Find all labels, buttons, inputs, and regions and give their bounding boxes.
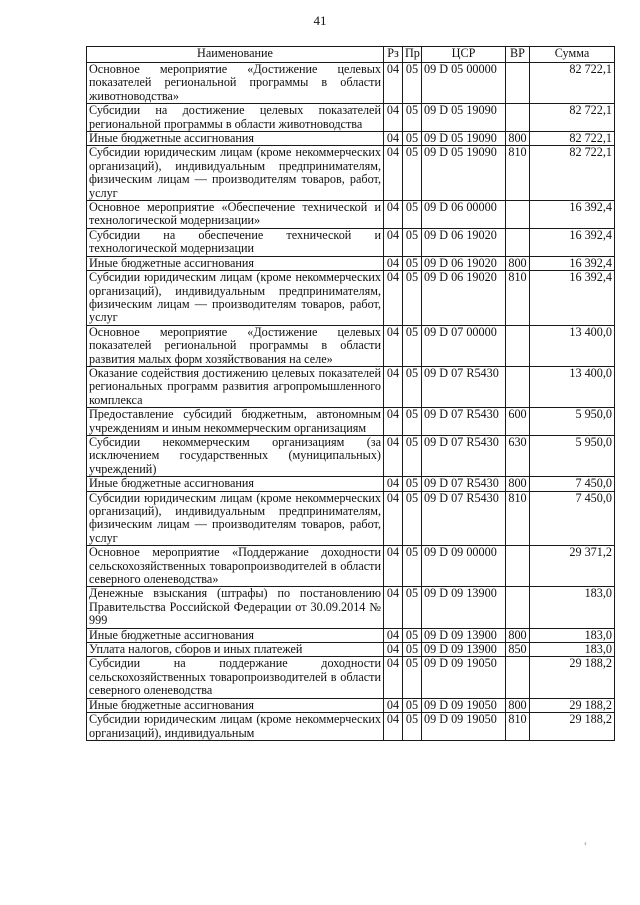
cell-name: Субсидии юридическим лицам (кроме некоммерческих организаций), индивидуальным предпринимателям, физическим лицам — производителям товаров, работ, услуг: [87, 491, 384, 546]
cell-name: Оказание содействия достижению целевых показателей региональных программ развития агропромышленного комплекса: [87, 366, 384, 407]
cell-vr: 800: [506, 477, 530, 491]
cell-sum: 29 188,2: [530, 698, 615, 712]
cell-vr: 810: [506, 271, 530, 326]
table-row: [87, 104, 615, 132]
footer-mark: ‹: [584, 838, 587, 848]
table-row: [87, 643, 615, 657]
cell-rz: 04: [384, 228, 403, 256]
cell-csr: 09 D 06 00000: [422, 201, 506, 229]
cell-vr: 600: [506, 408, 530, 436]
cell-csr: 09 D 05 19090: [422, 132, 506, 146]
column-header-pr: Пр: [403, 47, 422, 63]
cell-pr: 05: [403, 146, 422, 201]
cell-sum: 7 450,0: [530, 477, 615, 491]
cell-name: Иные бюджетные ассигнования: [87, 132, 384, 146]
table-row: [87, 201, 615, 229]
cell-vr: [506, 63, 530, 104]
table-row: [87, 132, 615, 146]
cell-vr: 800: [506, 132, 530, 146]
cell-name: Иные бюджетные ассигнования: [87, 628, 384, 642]
cell-sum: 16 392,4: [530, 271, 615, 326]
page-number: 41: [313, 13, 327, 28]
cell-vr: [506, 546, 530, 587]
table-row: [87, 256, 615, 270]
cell-name: Субсидии юридическим лицам (кроме некоммерческих организаций), индивидуальным: [87, 713, 384, 741]
cell-vr: [506, 228, 530, 256]
cell-rz: 04: [384, 146, 403, 201]
cell-vr: [506, 201, 530, 229]
column-header-csr: ЦСР: [422, 47, 506, 63]
cell-pr: 05: [403, 256, 422, 270]
cell-pr: 05: [403, 546, 422, 587]
cell-pr: 05: [403, 477, 422, 491]
cell-rz: 04: [384, 546, 403, 587]
cell-name: Денежные взыскания (штрафы) по постановлению Правительства Российской Федерации от 30.09.2014 № 999: [87, 587, 384, 628]
cell-pr: 05: [403, 491, 422, 546]
cell-rz: 04: [384, 271, 403, 326]
cell-pr: 05: [403, 325, 422, 366]
cell-csr: 09 D 09 19050: [422, 713, 506, 741]
cell-csr: 09 D 07 00000: [422, 325, 506, 366]
cell-csr: 09 D 05 19090: [422, 146, 506, 201]
cell-name: Субсидии юридическим лицам (кроме некоммерческих организаций), индивидуальным предпринимателям, физическим лицам — производителям товаров, работ, услуг: [87, 271, 384, 326]
budget-table: [86, 46, 615, 741]
cell-name: Основное мероприятие «Поддержание доходности сельскохозяйственных товаропроизводителей в области северного оленеводства»: [87, 546, 384, 587]
cell-name: Субсидии юридическим лицам (кроме некоммерческих организаций), индивидуальным предпринимателям, физическим лицам — производителям товаров, работ, услуг: [87, 146, 384, 201]
cell-name: Иные бюджетные ассигнования: [87, 256, 384, 270]
cell-rz: 04: [384, 657, 403, 698]
table-row: [87, 63, 615, 104]
cell-sum: 5 950,0: [530, 408, 615, 436]
column-header-rz: Рз: [384, 47, 403, 63]
cell-rz: 04: [384, 491, 403, 546]
cell-sum: 7 450,0: [530, 491, 615, 546]
cell-rz: 04: [384, 698, 403, 712]
cell-rz: 04: [384, 63, 403, 104]
cell-sum: 29 371,2: [530, 546, 615, 587]
cell-vr: 630: [506, 435, 530, 476]
cell-pr: 05: [403, 271, 422, 326]
cell-vr: [506, 657, 530, 698]
cell-pr: 05: [403, 201, 422, 229]
cell-rz: 04: [384, 713, 403, 741]
cell-csr: 09 D 06 19020: [422, 271, 506, 326]
cell-pr: 05: [403, 132, 422, 146]
column-header-vr: ВР: [506, 47, 530, 63]
cell-vr: [506, 104, 530, 132]
cell-pr: 05: [403, 408, 422, 436]
cell-vr: 800: [506, 256, 530, 270]
cell-sum: 16 392,4: [530, 228, 615, 256]
cell-vr: 810: [506, 146, 530, 201]
cell-sum: 29 188,2: [530, 713, 615, 741]
cell-pr: 05: [403, 657, 422, 698]
cell-sum: 82 722,1: [530, 146, 615, 201]
cell-sum: 183,0: [530, 643, 615, 657]
cell-sum: 82 722,1: [530, 104, 615, 132]
cell-name: Субсидии некоммерческим организациям (за исключением государственных (муниципальных) учреждений): [87, 435, 384, 476]
cell-sum: 82 722,1: [530, 132, 615, 146]
cell-rz: 04: [384, 104, 403, 132]
cell-sum: 183,0: [530, 587, 615, 628]
cell-pr: 05: [403, 104, 422, 132]
table-row: [87, 325, 615, 366]
cell-rz: 04: [384, 132, 403, 146]
cell-pr: 05: [403, 587, 422, 628]
cell-pr: 05: [403, 228, 422, 256]
cell-sum: 82 722,1: [530, 63, 615, 104]
table-row: [87, 146, 615, 201]
cell-vr: 810: [506, 491, 530, 546]
table-row: [87, 477, 615, 491]
cell-csr: 09 D 05 19090: [422, 104, 506, 132]
cell-vr: [506, 366, 530, 407]
cell-sum: 16 392,4: [530, 201, 615, 229]
cell-name: Уплата налогов, сборов и иных платежей: [87, 643, 384, 657]
cell-rz: 04: [384, 366, 403, 407]
table-row: [87, 491, 615, 546]
cell-csr: 09 D 06 19020: [422, 256, 506, 270]
cell-csr: 09 D 07 R5430: [422, 366, 506, 407]
cell-csr: 09 D 09 13900: [422, 628, 506, 642]
cell-pr: 05: [403, 628, 422, 642]
cell-csr: 09 D 09 13900: [422, 587, 506, 628]
cell-pr: 05: [403, 366, 422, 407]
cell-csr: 09 D 07 R5430: [422, 491, 506, 546]
cell-sum: 183,0: [530, 628, 615, 642]
table-row: [87, 628, 615, 642]
cell-vr: 800: [506, 628, 530, 642]
cell-csr: 09 D 09 00000: [422, 546, 506, 587]
table-row: [87, 228, 615, 256]
cell-name: Основное мероприятие «Обеспечение технической и технологической модернизации»: [87, 201, 384, 229]
cell-vr: 800: [506, 698, 530, 712]
cell-csr: 09 D 05 00000: [422, 63, 506, 104]
cell-name: Иные бюджетные ассигнования: [87, 698, 384, 712]
cell-name: Иные бюджетные ассигнования: [87, 477, 384, 491]
cell-pr: 05: [403, 698, 422, 712]
cell-rz: 04: [384, 477, 403, 491]
cell-rz: 04: [384, 256, 403, 270]
table-row: [87, 366, 615, 407]
column-header-name: Наименование: [87, 47, 384, 63]
cell-sum: 16 392,4: [530, 256, 615, 270]
cell-vr: [506, 325, 530, 366]
cell-csr: 09 D 09 19050: [422, 698, 506, 712]
cell-csr: 09 D 06 19020: [422, 228, 506, 256]
cell-rz: 04: [384, 201, 403, 229]
cell-name: Предоставление субсидий бюджетным, автономным учреждениям и иным некоммерческим организациям: [87, 408, 384, 436]
cell-rz: 04: [384, 587, 403, 628]
cell-pr: 05: [403, 713, 422, 741]
cell-vr: 810: [506, 713, 530, 741]
cell-name: Субсидии на обеспечение технической и технологической модернизации: [87, 228, 384, 256]
cell-pr: 05: [403, 63, 422, 104]
table-row: [87, 435, 615, 476]
cell-sum: 29 188,2: [530, 657, 615, 698]
cell-name: Субсидии на поддержание доходности сельскохозяйственных товаропроизводителей в области северного оленеводства: [87, 657, 384, 698]
cell-pr: 05: [403, 643, 422, 657]
cell-sum: 5 950,0: [530, 435, 615, 476]
table-row: [87, 587, 615, 628]
table-row: [87, 271, 615, 326]
cell-rz: 04: [384, 628, 403, 642]
cell-csr: 09 D 07 R5430: [422, 477, 506, 491]
table-row: [87, 546, 615, 587]
cell-name: Основное мероприятие «Достижение целевых показателей региональной программы в области животноводства»: [87, 63, 384, 104]
table-row: [87, 698, 615, 712]
table-row: [87, 408, 615, 436]
cell-csr: 09 D 09 13900: [422, 643, 506, 657]
column-header-sum: Сумма: [530, 47, 615, 63]
cell-name: Субсидии на достижение целевых показателей региональной программы в области животноводства: [87, 104, 384, 132]
cell-rz: 04: [384, 435, 403, 476]
cell-pr: 05: [403, 435, 422, 476]
cell-csr: 09 D 07 R5430: [422, 408, 506, 436]
cell-sum: 13 400,0: [530, 325, 615, 366]
cell-name: Основное мероприятие «Достижение целевых показателей региональной программы в области развития малых форм хозяйствования на селе»: [87, 325, 384, 366]
cell-vr: [506, 587, 530, 628]
table-body: [87, 63, 615, 741]
cell-sum: 13 400,0: [530, 366, 615, 407]
table-row: [87, 657, 615, 698]
cell-rz: 04: [384, 643, 403, 657]
cell-csr: 09 D 07 R5430: [422, 435, 506, 476]
cell-rz: 04: [384, 408, 403, 436]
cell-rz: 04: [384, 325, 403, 366]
cell-csr: 09 D 09 19050: [422, 657, 506, 698]
table-row: [87, 713, 615, 741]
cell-vr: 850: [506, 643, 530, 657]
table-header-row: [87, 47, 615, 63]
